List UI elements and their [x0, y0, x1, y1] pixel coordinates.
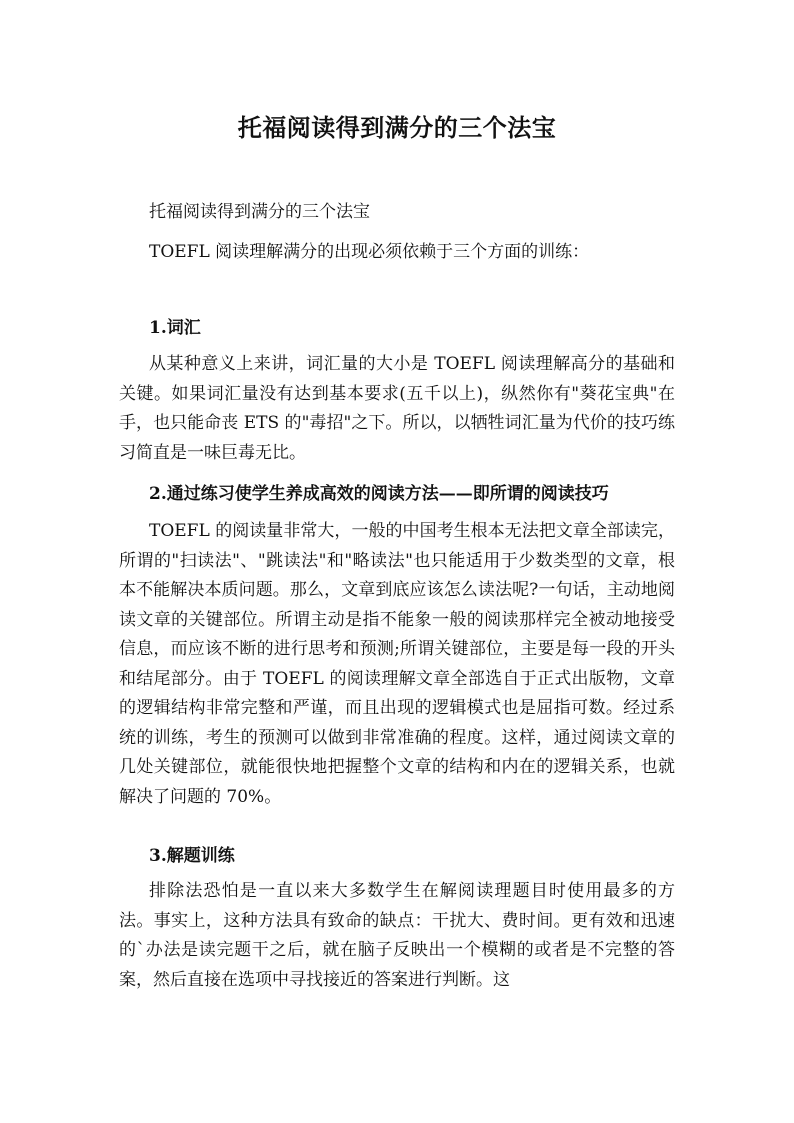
section-heading-vocabulary: 1.词汇	[149, 318, 201, 338]
intro-sentence: TOEFL 阅读理解满分的出现必须依赖于三个方面的训练：	[149, 242, 590, 262]
section-heading-reading-method: 2.通过练习使学生养成高效的阅读方法——即所谓的阅读技巧	[149, 484, 609, 504]
section-body-vocabulary: 从某种意义上来讲，词汇量的大小是 TOEFL 阅读理解高分的基础和关键。如果词汇量没有达到基本要求(五千以上)，纵然你有"葵花宝典"在手，也只能命丧 ETS 的"毒招"之下。所以，以牺牲词汇量为代价的技巧练习简直是一味巨毒无比。	[119, 354, 675, 463]
section-heading-problem-solving: 3.解题训练	[149, 846, 235, 866]
intro-line: 托福阅读得到满分的三个法宝	[149, 202, 370, 222]
section-body-problem-solving: 排除法恐怕是一直以来大多数学生在解阅读理题目时使用最多的方法。事实上，这种方法具有致命的缺点：干扰大、费时间。更有效和迅速的`办法是读完题干之后，就在脑子反映出一个模糊的或者是不完整的答案，然后直接在选项中寻找接近的答案进行判断。这	[119, 881, 675, 990]
section-body-reading-method: TOEFL 的阅读量非常大，一般的中国考生根本无法把文章全部读完，所谓的"扫读法"、"跳读法"和"略读法"也只能适用于少数类型的文章，根本不能解决本质问题。那么，文章到底应该怎么读法呢?一句话，主动地阅读文章的关键部位。所谓主动是指不能象一般的阅读那样完全被动地接受信息，而应该不断的进行思考和预测;所谓关键部位，主要是每一段的开头和结尾部分。由于 TOEFL 的阅读理解文章全部选自于正式出版物，文章的逻辑结构非常完整和严谨，而且出现的逻辑模式也是屈指可数。经过系统的训练，考生的预测可以做到非常准确的程度。这样，通过阅读文章的几处关键部位，就能很快地把握整个文章的结构和内在的逻辑关系，也就解决了问题的 70%。	[119, 521, 675, 807]
page-title: 托福阅读得到满分的三个法宝	[237, 113, 557, 143]
